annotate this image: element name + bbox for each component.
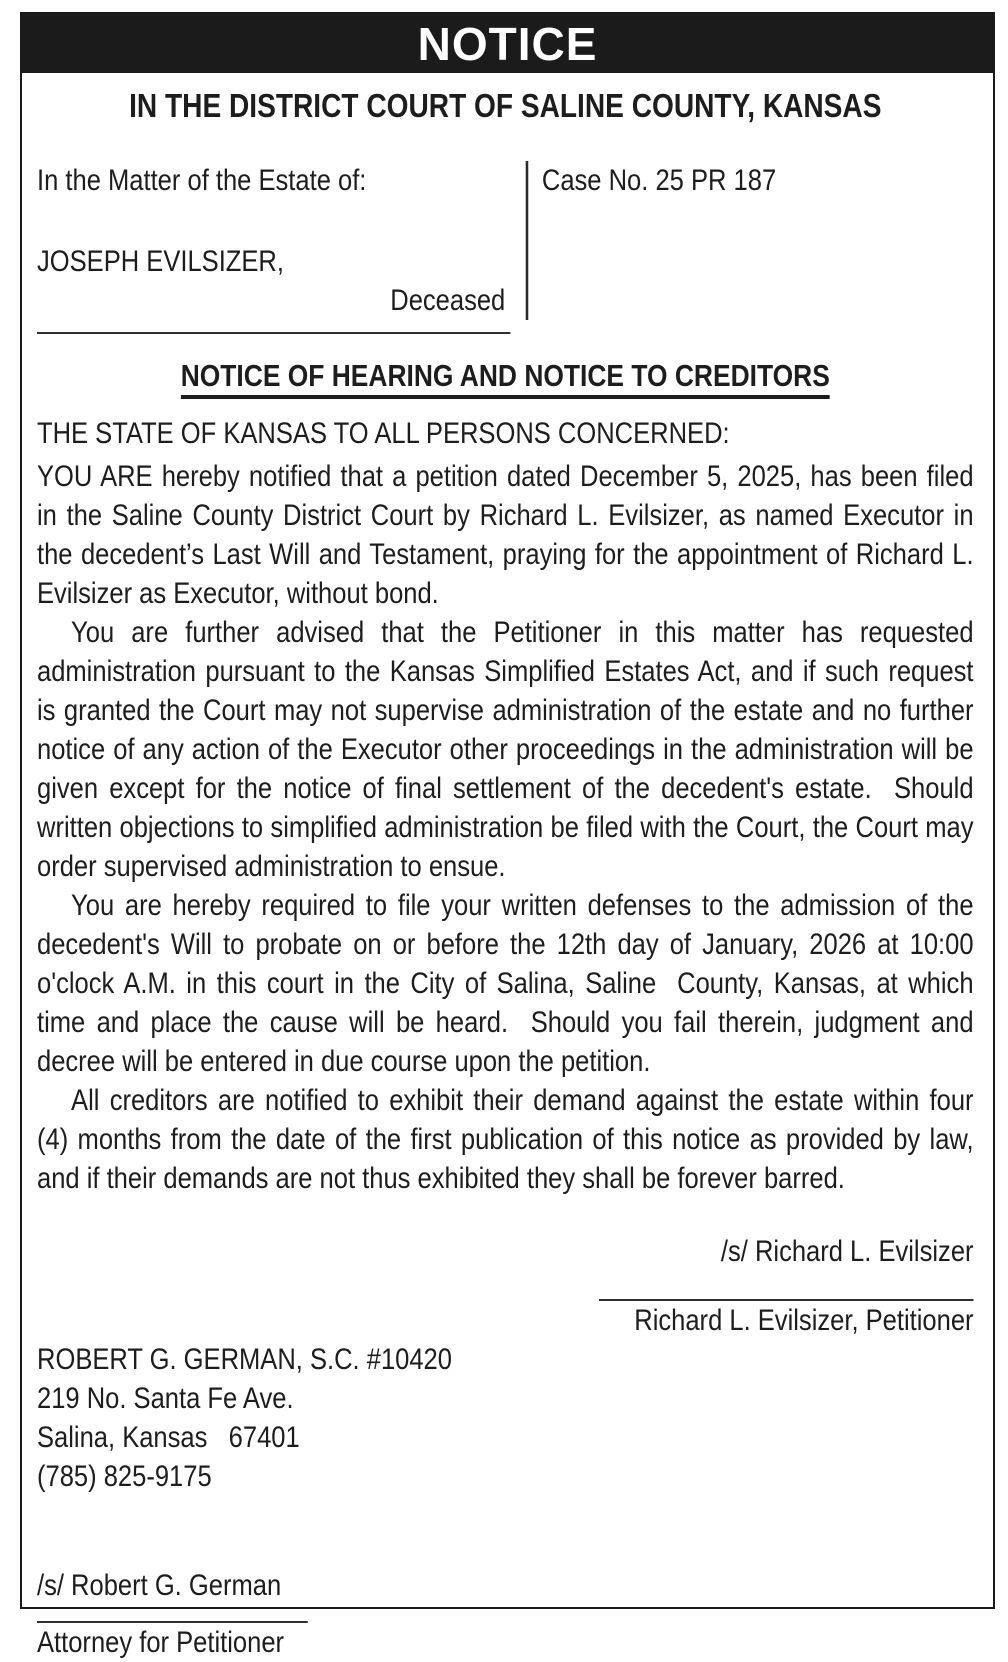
notice-content	[37, 86, 974, 1662]
petitioner-signature-block	[37, 1232, 974, 1340]
caption-left-column	[37, 161, 528, 320]
notice-banner	[22, 14, 993, 73]
notice-subheading	[37, 356, 974, 399]
deceased-label: Deceased	[390, 284, 506, 317]
court-header: IN THE DISTRICT COURT OF SALINE COUNTY, KANSAS	[129, 87, 882, 124]
notice-subheading-text: NOTICE OF HEARING AND NOTICE TO CREDITORS	[181, 358, 830, 399]
notice-paragraph-1: YOU ARE hereby notified that a petition dated December 5, 2025, has been filed in the Saline County District Court by Richard L. Evilsizer, as named Executor in the decedent’s Last Will and Testament, praying for the appointment of Richard L. Evilsizer as Executor, without bond.	[37, 460, 974, 610]
salutation-line: THE STATE OF KANSAS TO ALL PERSONS CONCERNED:	[37, 417, 730, 450]
notice-body	[37, 457, 974, 1198]
notice-paragraph-2: You are further advised that the Petitioner in this matter has requested administration pursuant to the Kansas Simplified Estates Act, and if such request is granted the Court may not supervise administration of the estate and no further notice of any action of the Executor other proceedings in the administration will be given except for the notice of final settlement of the decedent's estate. Should written objections to simplified administration be filed with the Court, the Court may order supervised administration to ensue.	[37, 616, 974, 883]
notice-paragraph-3: You are hereby required to file your written defenses to the admission of the decedent's Will to probate on or before the 12th day of January, 2026 at 10:00 o'clock A.M. in this court in the City of Salina, Saline County, Kansas, at which time and place the cause will be heard. Should you fail therein, judgment and decree will be entered in due course upon the petition.	[37, 889, 974, 1078]
notice-paragraph-4: All creditors are notified to exhibit their demand against the estate within four (4) months from the date of the first publication of this notice as provided by law, and if their demands are not thus exhibited they shall be forever barred.	[37, 1084, 974, 1195]
matter-line: In the Matter of the Estate of:	[37, 164, 367, 197]
attorney-address-line1: 219 No. Santa Fe Ave.	[37, 1382, 294, 1415]
case-number: Case No. 25 PR 187	[541, 164, 777, 197]
notice-banner-title: NOTICE	[417, 17, 598, 70]
attorney-name-line: ROBERT G. GERMAN, S.C. #10420	[37, 1343, 452, 1376]
legal-notice-document	[20, 12, 995, 1659]
attorney-phone: (785) 825-9175	[37, 1460, 212, 1493]
petitioner-name-line: Richard L. Evilsizer, Petitioner	[634, 1304, 974, 1337]
caption-right-column	[528, 161, 973, 320]
attorney-address-line2: Salina, Kansas 67401	[37, 1421, 300, 1454]
attorney-block	[37, 1340, 974, 1662]
attorney-role-line: Attorney for Petitioner	[37, 1626, 285, 1659]
petitioner-signature: /s/ Richard L. Evilsizer	[720, 1235, 974, 1268]
decedent-name: JOSEPH EVILSIZER,	[37, 245, 284, 278]
caption-divider-line	[37, 332, 510, 334]
attorney-signature: /s/ Robert G. German	[37, 1569, 282, 1602]
case-caption	[37, 161, 974, 320]
